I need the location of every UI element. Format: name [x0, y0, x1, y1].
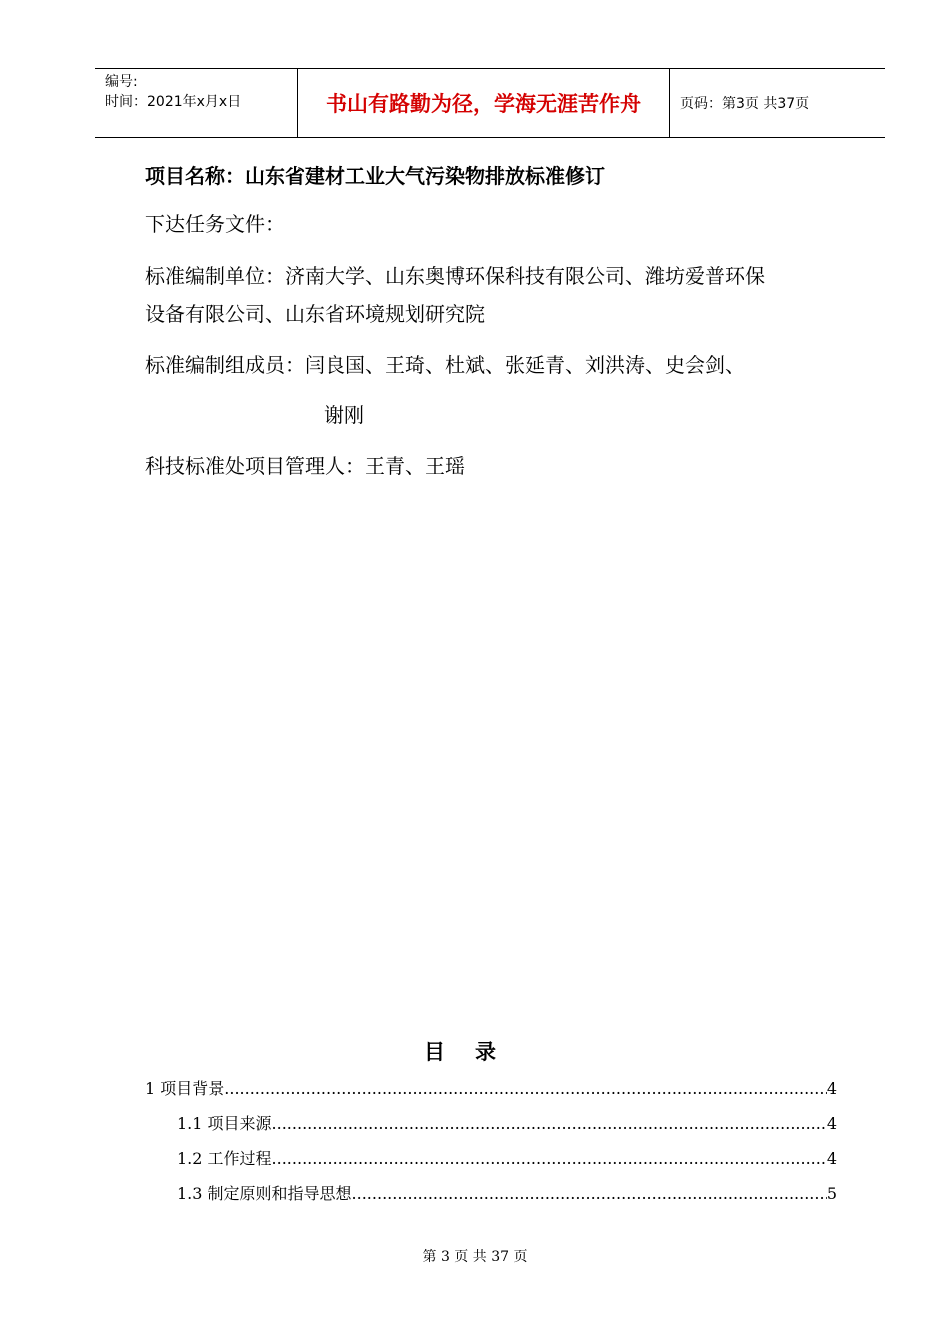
toc-entry-label: 1.1 项目来源 [177, 1114, 272, 1133]
toc-title: 目录 [424, 1040, 526, 1064]
compiling-units-line-2: 设备有限公司、山东省环境规划研究院 [145, 302, 485, 326]
toc-entry[interactable] [177, 1181, 837, 1204]
project-name: 项目名称：山东省建材工业大气污染物排放标准修订 [145, 164, 605, 188]
page-header [95, 68, 885, 138]
toc-entry[interactable] [145, 1076, 837, 1099]
toc-entry-label: 1 项目背景 [145, 1079, 225, 1098]
toc-entry-page: 4 [826, 1149, 837, 1168]
compiling-members-line-1: 标准编制组成员：闫良国、王琦、杜斌、张延青、刘洪涛、史会剑、 [145, 353, 745, 377]
task-file-line: 下达任务文件： [145, 212, 285, 236]
toc-dot-leader [272, 1149, 827, 1168]
toc-entry-label: 1.3 制定原则和指导思想 [177, 1184, 352, 1203]
toc-entry-page: 5 [826, 1184, 837, 1203]
toc-entry[interactable] [177, 1146, 837, 1169]
toc-entry[interactable] [177, 1111, 837, 1134]
toc-dot-leader [224, 1079, 827, 1098]
compiling-members-line-2: 谢刚 [324, 403, 364, 427]
document-time-label: 时间：2021年x月x日 [105, 94, 242, 110]
compiling-units-line-1: 标准编制单位：济南大学、山东奥博环保科技有限公司、潍坊爱普环保 [145, 264, 765, 288]
document-number-label: 编号: [105, 74, 138, 90]
header-meta-cell [95, 69, 297, 137]
toc-dot-leader [272, 1114, 827, 1133]
toc-entry-page: 4 [826, 1114, 837, 1133]
header-motto: 书山有路勤为径，学海无涯苦作舟 [297, 69, 670, 137]
page-footer: 第 3 页 共 37 页 [422, 1249, 528, 1265]
toc-entry-page: 4 [826, 1079, 837, 1098]
project-manager-line: 科技标准处项目管理人：王青、王瑶 [145, 454, 465, 478]
header-page-number: 页码：第3页 共37页 [680, 96, 810, 112]
toc-dot-leader [352, 1184, 827, 1203]
toc-entry-label: 1.2 工作过程 [177, 1149, 272, 1168]
